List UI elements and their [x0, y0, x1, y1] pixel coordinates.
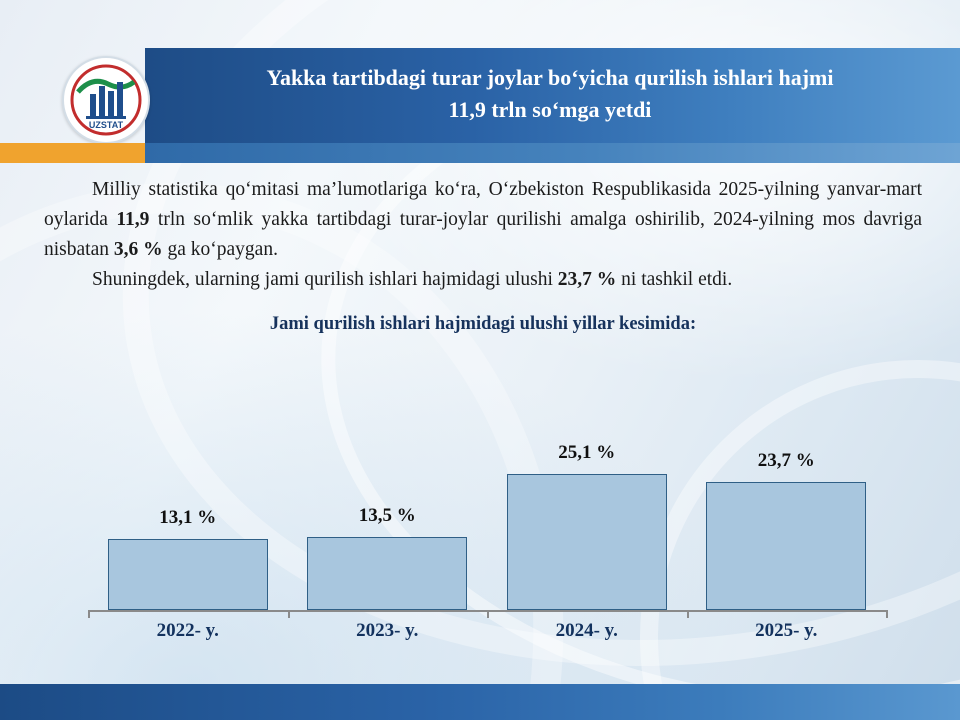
- bar-column: [507, 410, 667, 610]
- x-axis-tick: [288, 610, 290, 618]
- bar-rect: [108, 539, 268, 610]
- x-axis-label: 2024- y.: [555, 620, 618, 641]
- bar-rect: [706, 482, 866, 610]
- p2-part1: Shuningdek, ularning jami qurilish ishlari hajmidagi ulushi: [92, 269, 558, 290]
- bar-rect: [307, 537, 467, 610]
- x-axis-labels: [88, 620, 886, 652]
- accent-bar-orange: [0, 143, 145, 163]
- page-title-line1: Yakka tartibdagi turar joylar bo‘yicha qurilish ishlari hajmi: [266, 65, 834, 90]
- bar-column: [706, 410, 866, 610]
- bar-value-label: 13,5 %: [358, 505, 416, 526]
- uzstat-logo-icon: [64, 58, 148, 142]
- bar-rect: [507, 474, 667, 610]
- accent-bar-blue: [145, 143, 960, 163]
- bar-column: [108, 410, 268, 610]
- paragraph-2: [44, 265, 922, 295]
- x-axis-label: 2023- y.: [356, 620, 419, 641]
- x-axis-tick: [487, 610, 489, 618]
- bar-value-label: 13,1 %: [159, 507, 217, 528]
- bar-value-label: 25,1 %: [558, 442, 616, 463]
- chart-bars: [88, 410, 886, 610]
- p1-bold1: 11,9: [116, 209, 150, 230]
- page-title: [155, 62, 945, 126]
- x-axis-tick: [88, 610, 90, 618]
- p1-part1: Milliy statistika qo‘mitasi ma’lumotlariga ko‘ra, O‘zbekiston Respublikasida 2025-yilning yanvar-mart oylarida: [44, 179, 922, 230]
- footer-band: [0, 684, 960, 720]
- bar-value-label: 23,7 %: [757, 450, 815, 471]
- page-title-line2: 11,9 trln so‘mga yetdi: [448, 97, 652, 122]
- p1-part3: ga ko‘paygan.: [162, 239, 278, 260]
- logo-text: UZSTAT: [88, 120, 124, 130]
- p1-bold2: 3,6 %: [113, 239, 163, 260]
- p2-part2: ni tashkil etdi.: [616, 269, 733, 290]
- x-axis-tick: [687, 610, 689, 618]
- p2-bold1: 23,7 %: [557, 269, 617, 290]
- paragraph-1: [44, 175, 922, 265]
- bar-chart: [60, 360, 900, 660]
- body-text: [44, 175, 922, 295]
- x-axis-label: 2025- y.: [755, 620, 818, 641]
- x-axis-tick: [886, 610, 888, 618]
- uzstat-logo: [62, 56, 150, 144]
- x-axis-label: 2022- y.: [156, 620, 219, 641]
- chart-title: Jami qurilish ishlari hajmidagi ulushi yillar kesimida:: [269, 314, 697, 334]
- p1-part2: trln so‘mlik yakka tartibdagi turar-joylar qurilishi amalga oshirilib, 2024-yilning mos davriga nisbatan: [44, 209, 922, 260]
- bar-column: [307, 410, 467, 610]
